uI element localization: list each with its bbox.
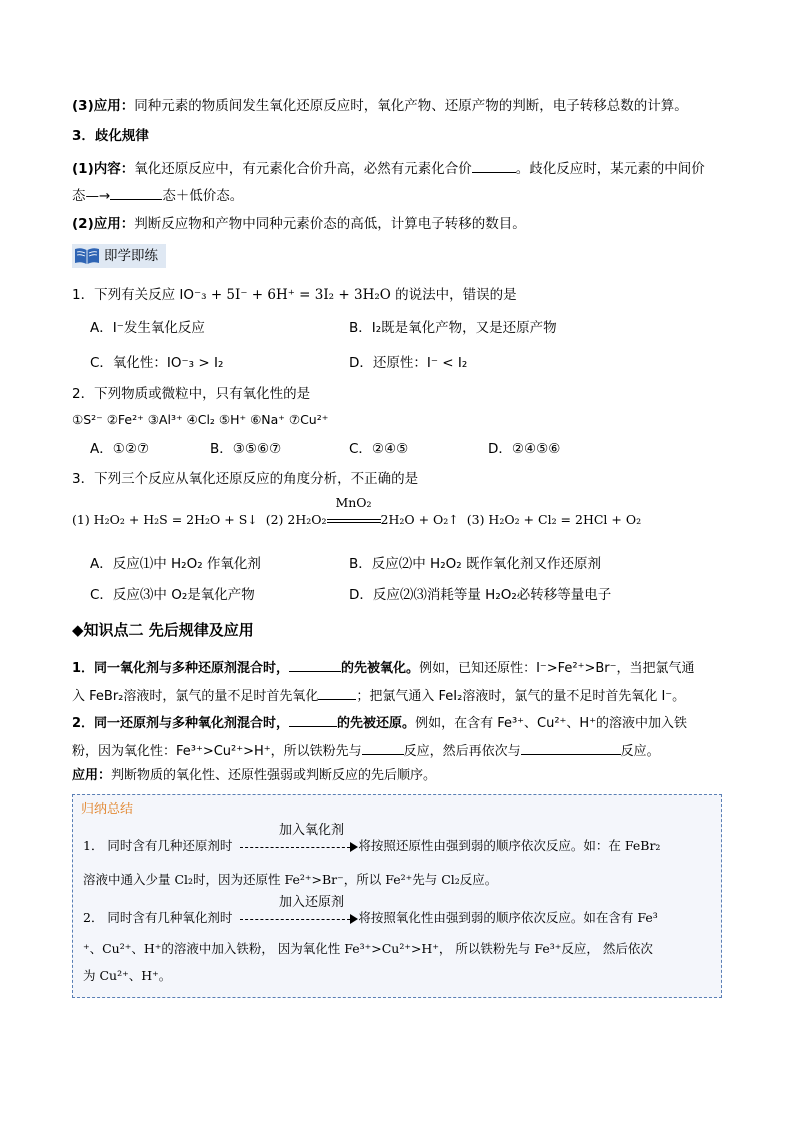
- sec3-app-text: 同种元素的物质间发生氧化还原反应时，氧化产物、还原产物的判断，电子转移总数的计算。: [134, 98, 688, 114]
- q3-reaction-1: (1) H₂O₂ + H₂S = 2H₂O + S↓: [72, 512, 258, 527]
- dashed-arrow-icon: [240, 912, 358, 926]
- kp2-application: [72, 766, 436, 786]
- summary-line-3: [83, 909, 658, 927]
- q3-stem: 3．下列三个反应从氧化还原反应的角度分析，不正确的是: [72, 471, 419, 487]
- kp2-2-text-c: 反应，然后再依次与: [403, 744, 521, 759]
- q2-option-a[interactable]: A．①②⑦: [90, 441, 150, 457]
- disp-content-text-c: 态—→: [72, 188, 111, 204]
- q3-reaction-2-right: 2H₂O + O₂↑: [380, 512, 459, 527]
- blank-4: [318, 685, 356, 700]
- summary-line-2: 溶液中通入少量 Cl₂时，因为还原性 Fe²⁺>Br⁻，所以 Fe²⁺先与 Cl₂反应。: [83, 872, 498, 887]
- disp-content-text-a: 氧化还原反应中，有元素化合价升高，必然有元素化合价: [134, 161, 472, 177]
- disp-app-label: (2)应用：: [72, 216, 135, 232]
- q3-catalyst-arrow: [327, 495, 381, 530]
- disp-content-label: (1)内容：: [72, 161, 135, 177]
- q2-option-c[interactable]: C．②④⑤: [349, 441, 409, 457]
- arrow-label-reductant: 加入还原剂: [279, 895, 345, 910]
- sec3-application: [72, 96, 688, 116]
- kp2-item2-line2: [72, 740, 660, 762]
- kp2-2-lead-b: 的先被还原。: [337, 716, 416, 731]
- kp2-item2-line1: [72, 712, 687, 734]
- blank-6: [362, 740, 404, 755]
- disp-content-text-d: 态＋低价态。: [162, 188, 244, 204]
- q3-option-c[interactable]: C．反应⑶中 O₂是氧化产物: [90, 587, 255, 603]
- q1-option-a[interactable]: A．I⁻发生氧化反应: [90, 320, 205, 336]
- open-book-icon: [74, 247, 100, 265]
- disp-content-line1: [72, 158, 705, 179]
- kp2-2-text-d: 反应。: [620, 744, 660, 759]
- q3-option-b[interactable]: B．反应⑵中 H₂O₂ 既作氧化剂又作还原剂: [349, 556, 601, 572]
- kp2-1-lead: 1．同一氧化剂与多种还原剂混合时，: [72, 661, 290, 676]
- q1-stem: [72, 285, 517, 305]
- disp-content-text-b: 。歧化反应时，某元素的中间价: [515, 161, 705, 177]
- blank-5: [289, 712, 337, 727]
- blank-7: [521, 740, 621, 755]
- summary-line-1: [83, 837, 660, 855]
- q2-option-d[interactable]: D．②④⑤⑥: [488, 441, 561, 457]
- disp-application: [72, 214, 526, 234]
- disp-content-line2: [72, 185, 243, 206]
- q3-catalyst-label: MnO₂: [335, 495, 372, 510]
- q1-stem-b: 的说法中，错误的是: [390, 287, 517, 303]
- kp2-app-label: 应用：: [72, 768, 112, 783]
- q3-reaction-2-left: (2) 2H₂O₂: [265, 512, 327, 527]
- practice-banner: [72, 244, 166, 268]
- summary-l1b: 将按照还原性由强到弱的顺序依次反应。如：在 FeBr₂: [358, 838, 661, 853]
- kp2-title: ◆知识点二 先后规律及应用: [72, 621, 254, 639]
- kp2-1-lead-b: 的先被氧化。: [341, 661, 420, 676]
- blank-3: [289, 657, 341, 672]
- kp2-1-text-a: 例如，已知还原性：I⁻>Fe²⁺>Br⁻，当把氯气通: [419, 661, 695, 676]
- summary-line-5: 为 Cu²⁺、H⁺。: [83, 968, 172, 983]
- summary-l3a: 2． 同时含有几种氧化剂时: [83, 910, 233, 925]
- q1-stem-a: 1．下列有关反应 IO: [72, 287, 194, 303]
- kp2-2-text-b: 粉，因为氧化性：Fe³⁺>Cu²⁺>H⁺，所以铁粉先与: [72, 744, 362, 759]
- q1-option-d[interactable]: D．还原性：I⁻ < I₂: [349, 355, 468, 371]
- q3-reactions: [72, 495, 642, 530]
- kp2-1-text-b: 入 FeBr₂溶液时，氯气的量不足时首先氧化: [72, 689, 319, 704]
- summary-title: 归纳总结: [81, 802, 134, 817]
- kp2-item1-line1: [72, 657, 695, 679]
- q2-items: ①S²⁻ ②Fe²⁺ ③Al³⁺ ④Cl₂ ⑤H⁺ ⑥Na⁺ ⑦Cu²⁺: [72, 412, 329, 427]
- summary-box: [72, 794, 722, 998]
- q3-option-a[interactable]: A．反应⑴中 H₂O₂ 作氧化剂: [90, 556, 261, 572]
- practice-banner-label: 即学即练: [104, 248, 158, 264]
- kp2-2-lead: 2．同一还原剂与多种氧化剂混合时，: [72, 716, 290, 731]
- q3-reaction-3: (3) H₂O₂ + Cl₂ = 2HCl + O₂: [466, 512, 642, 527]
- kp2-1-text-c: ；把氯气通入 FeI₂溶液时，氯气的量不足时首先氧化 I⁻。: [356, 689, 686, 704]
- heading-disproportionation: 3．歧化规律: [72, 128, 149, 144]
- kp2-app-text: 判断物质的氧化性、还原性强弱或判断反应的先后顺序。: [111, 768, 437, 783]
- q1-option-c[interactable]: C．氧化性：IO⁻₃ > I₂: [90, 355, 224, 371]
- q1-option-b[interactable]: B．I₂既是氧化产物，又是还原产物: [349, 320, 557, 336]
- kp2-item1-line2: [72, 685, 685, 707]
- q2-stem: 2．下列物质或微粒中，只有氧化性的是: [72, 386, 311, 402]
- summary-l3b: 将按照氧化性由强到弱的顺序依次反应。如在含有 Fe³: [358, 910, 658, 925]
- q2-option-b[interactable]: B．③⑤⑥⑦: [210, 441, 282, 457]
- disp-app-text: 判断反应物和产物中同种元素价态的高低，计算电子转移的数目。: [134, 216, 526, 232]
- dashed-arrow-icon: [240, 840, 358, 854]
- q3-option-d[interactable]: D．反应⑵⑶消耗等量 H₂O₂必转移等量电子: [349, 587, 612, 603]
- arrow-label-oxidant: 加入氧化剂: [279, 823, 345, 838]
- kp2-2-text-a: 例如，在含有 Fe³⁺、Cu²⁺、H⁺的溶液中加入铁: [415, 716, 688, 731]
- q1-equation: ⁻₃ + 5I⁻ + 6H⁺ = 3I₂ + 3H₂O: [194, 287, 391, 303]
- summary-line-4: ⁺、Cu²⁺、H⁺的溶液中加入铁粉， 因为氧化性 Fe³⁺>Cu²⁺>H⁺， 所以铁粉先与 Fe³⁺反应， 然后依次: [83, 941, 653, 956]
- summary-l1a: 1． 同时含有几种还原剂时: [83, 838, 233, 853]
- blank-2: [110, 185, 162, 200]
- sec3-app-label: (3)应用：: [72, 98, 135, 114]
- blank-1: [472, 158, 516, 173]
